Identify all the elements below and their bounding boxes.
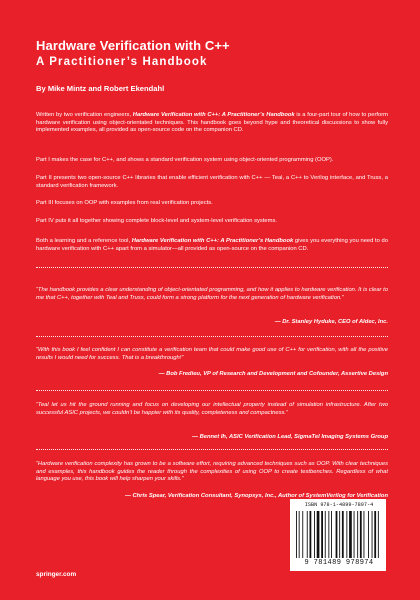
divider	[36, 336, 388, 337]
intro-paragraph-2: Part I makes the case for C++, and shows a standard verification system using object-oriented programming (OOP).	[36, 157, 334, 163]
barcode-block	[290, 499, 386, 571]
divider	[36, 390, 388, 391]
endorsement-quote: “The handbook provides a clear understanding of object-orientated programming, and how it applies to hardware verification. It is clear to me that C++, together with Teal and Truss, could form a strong platform for the next generation of hardware verification.”	[36, 287, 388, 301]
isbn-text: ISBN 978-1-4899-7897-4	[304, 502, 374, 508]
endorsement-quote: “With this book I feel confident I can constitute a verification team that could make good use of C++ for verification, with all the positive results I would need for success. That is a breakthrough!”	[36, 347, 388, 361]
barcode-digits: 9 781489 978974	[304, 559, 374, 567]
publisher-website: springer.com	[36, 571, 77, 578]
endorsement-attribution: — Dr. Stanley Hyduke, CEO of Aldec, Inc.	[274, 319, 388, 325]
endorsement-quote: “Teal let us hit the ground running and focus on developing our intellectual property instead of simulation infrastructure. After two successful ASIC projects, we couldn’t be happier with its quality, completeness and compactness.”	[36, 402, 388, 416]
book-title: Hardware Verification with C++	[36, 38, 230, 53]
intro-text: is a four-part tour of how to perform hardware verification using object-orientated techniques. This handbook goes beyond hype and theoretical discussions to show fully implemented examples, all provided as open-source code on the companion CD.	[36, 112, 389, 134]
intro-text: Both a learning and a reference tool,	[36, 238, 132, 244]
barcode-icon	[294, 511, 382, 558]
endorsement-attribution: — Bennet Ih, ASIC Verification Lead, SigmaTel Imaging Systems Group	[192, 434, 388, 440]
intro-text: Written by two verification engineers,	[36, 112, 133, 118]
divider	[36, 267, 388, 268]
book-subtitle: A Practitioner’s Handbook	[36, 56, 208, 68]
book-authors: By Mike Mintz and Robert Ekendahl	[36, 84, 165, 93]
intro-book-title: Hardware Verification with C++: A Practitioner’s Handbook	[131, 238, 294, 244]
divider	[36, 449, 388, 450]
endorsement-attribution: — Chris Spear, Verification Consultant, Synopsys, Inc., Author of SystemVerilog for Verification	[125, 493, 388, 499]
intro-book-title: Hardware Verification with C++: A Practitioner’s Handbook	[132, 112, 295, 118]
intro-text: gives you everything you need to do hardware verification with C++ apart from a simulator—all provided as open-source on the companion CD.	[36, 238, 388, 252]
intro-paragraph-3: Part II presents two open-source C++ libraries that enable efficient verification with C++ — Teal, a C++ to Verilog interface, and Truss, a standard verification framework.	[36, 175, 388, 189]
intro-paragraph-6	[36, 238, 388, 253]
intro-paragraph-5: Part IV puts it all together showing complete block-level and system-level verification systems.	[36, 218, 277, 224]
intro-paragraph-4: Part III focuses on OOP with examples from real verification projects.	[36, 200, 213, 206]
endorsement-attribution: — Bob Fredieu, VP of Research and Development and Cofounder, Assertive Design	[158, 371, 388, 377]
endorsement-quote: “Hardware verification complexity has grown to be a software effort, requiring advanced techniques such as OOP. With clear techniques and examples, this handbook guides the reader through the complexities of using OOP to create testbenches. Regardless of what language you use, this book will help sharpen your skills.”	[36, 461, 388, 483]
intro-paragraph-1	[36, 112, 388, 135]
